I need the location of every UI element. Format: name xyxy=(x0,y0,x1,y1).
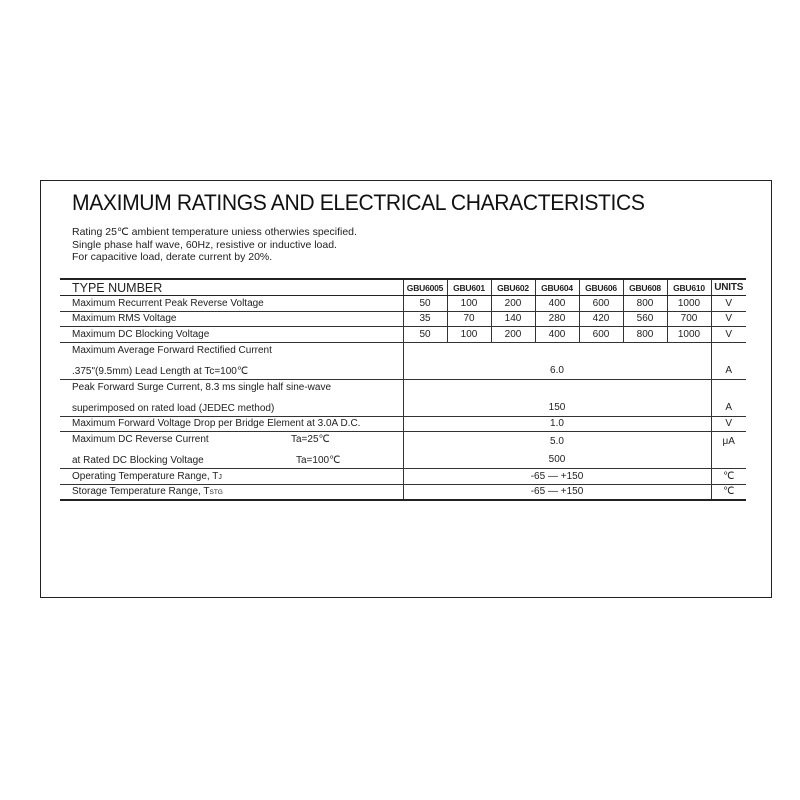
value-cell: 200 xyxy=(491,296,535,312)
unit-text: μA xyxy=(722,435,735,447)
value-cell: 100 xyxy=(447,296,491,312)
value-cell: 700 xyxy=(667,311,711,327)
value-cell: 70 xyxy=(447,311,491,327)
rating-notes xyxy=(72,226,357,264)
value-cell: 50 xyxy=(403,296,447,312)
unit-text: A xyxy=(725,364,733,376)
param-label xyxy=(60,379,403,416)
value-cell: 560 xyxy=(623,311,667,327)
model-header: GBU601 xyxy=(447,279,491,296)
param-label-line: superimposed on rated load (JEDEC method) xyxy=(72,402,275,414)
condition-text: Ta=25℃ xyxy=(291,434,330,445)
table-row xyxy=(60,311,746,327)
table-row xyxy=(60,379,746,416)
value-cell: -65 — +150 xyxy=(403,469,711,485)
param-label-text: Storage Temperature Range, T xyxy=(72,486,210,498)
condition-text: Ta=100℃ xyxy=(296,455,341,466)
table-header-row xyxy=(60,279,746,296)
param-label-line: Maximum Average Forward Rectified Current xyxy=(72,344,272,356)
value-cell: 420 xyxy=(579,311,623,327)
value-cell: 200 xyxy=(491,327,535,343)
value-cell xyxy=(403,379,711,416)
value-cell: 400 xyxy=(535,327,579,343)
value-cell: 400 xyxy=(535,296,579,312)
param-label-line xyxy=(72,450,403,468)
param-label-line: .375"(9.5mm) Lead Length at Tc=100℃ xyxy=(72,365,249,377)
value-cell: 600 xyxy=(579,296,623,312)
model-header: GBU606 xyxy=(579,279,623,296)
value-cell: 50 xyxy=(403,327,447,343)
param-label: Maximum Recurrent Peak Reverse Voltage xyxy=(60,296,403,312)
unit-cell xyxy=(711,342,746,379)
value-cell: 35 xyxy=(403,311,447,327)
value-text: 150 xyxy=(548,401,566,413)
model-header: GBU6005 xyxy=(403,279,447,296)
note-line: Rating 25℃ ambient temperature uniess otherwies specified. xyxy=(72,226,357,238)
table-row xyxy=(60,416,746,432)
note-line: Single phase half wave, 60Hz, resistive or inductive load. xyxy=(72,238,337,251)
model-header: GBU608 xyxy=(623,279,667,296)
param-label xyxy=(60,469,403,485)
value-cell: 100 xyxy=(447,327,491,343)
note-line: For capacitive load, derate current by 20%. xyxy=(72,251,273,264)
value-cell: 1000 xyxy=(667,327,711,343)
param-label xyxy=(60,432,403,469)
table-row xyxy=(60,469,746,485)
param-label-text: at Rated DC Blocking Voltage xyxy=(72,455,204,466)
value-cell: 800 xyxy=(623,296,667,312)
type-number-header: TYPE NUMBER xyxy=(60,279,403,296)
param-label: Maximum DC Blocking Voltage xyxy=(60,327,403,343)
value-text: 500 xyxy=(548,453,566,465)
value-cell: 800 xyxy=(623,327,667,343)
model-header: GBU602 xyxy=(491,279,535,296)
value-cell: -65 — +150 xyxy=(403,484,711,500)
param-label-subscript: STG xyxy=(209,489,223,497)
table-row xyxy=(60,342,746,379)
unit-cell: V xyxy=(711,296,746,312)
units-header: UNITS xyxy=(711,279,746,296)
param-label-text: Operating Temperature Range, T xyxy=(72,470,219,482)
param-label: Maximum Forward Voltage Drop per Bridge Element at 3.0A D.C. xyxy=(60,416,403,432)
value-text: 6.0 xyxy=(550,364,564,376)
unit-cell: V xyxy=(711,327,746,343)
value-cell: 140 xyxy=(491,311,535,327)
param-label-subscript: J xyxy=(218,473,222,481)
unit-cell: ℃ xyxy=(711,469,746,485)
value-cell xyxy=(403,432,711,469)
value-cell: 600 xyxy=(579,327,623,343)
unit-cell: ℃ xyxy=(711,484,746,500)
unit-cell xyxy=(711,432,746,469)
unit-cell: V xyxy=(711,416,746,432)
table-row xyxy=(60,484,746,500)
model-header: GBU604 xyxy=(535,279,579,296)
value-cell: 1000 xyxy=(667,296,711,312)
model-header: GBU610 xyxy=(667,279,711,296)
param-label-line: Peak Forward Surge Current, 8.3 ms single half sine-wave xyxy=(72,381,332,393)
param-label-line xyxy=(72,432,403,450)
param-label-text: Maximum DC Reverse Current xyxy=(72,434,209,445)
table-row xyxy=(60,432,746,469)
unit-cell: V xyxy=(711,311,746,327)
document-title: MAXIMUM RATINGS AND ELECTRICAL CHARACTERISTICS xyxy=(72,190,645,215)
param-label xyxy=(60,342,403,379)
unit-text: A xyxy=(725,401,733,413)
value-cell: 1.0 xyxy=(403,416,711,432)
table-row xyxy=(60,327,746,343)
value-text: 5.0 xyxy=(550,435,564,447)
param-label xyxy=(60,484,403,500)
table-row xyxy=(60,296,746,312)
value-cell: 280 xyxy=(535,311,579,327)
value-cell xyxy=(403,342,711,379)
ratings-table xyxy=(60,278,746,501)
param-label: Maximum RMS Voltage xyxy=(60,311,403,327)
unit-cell xyxy=(711,379,746,416)
